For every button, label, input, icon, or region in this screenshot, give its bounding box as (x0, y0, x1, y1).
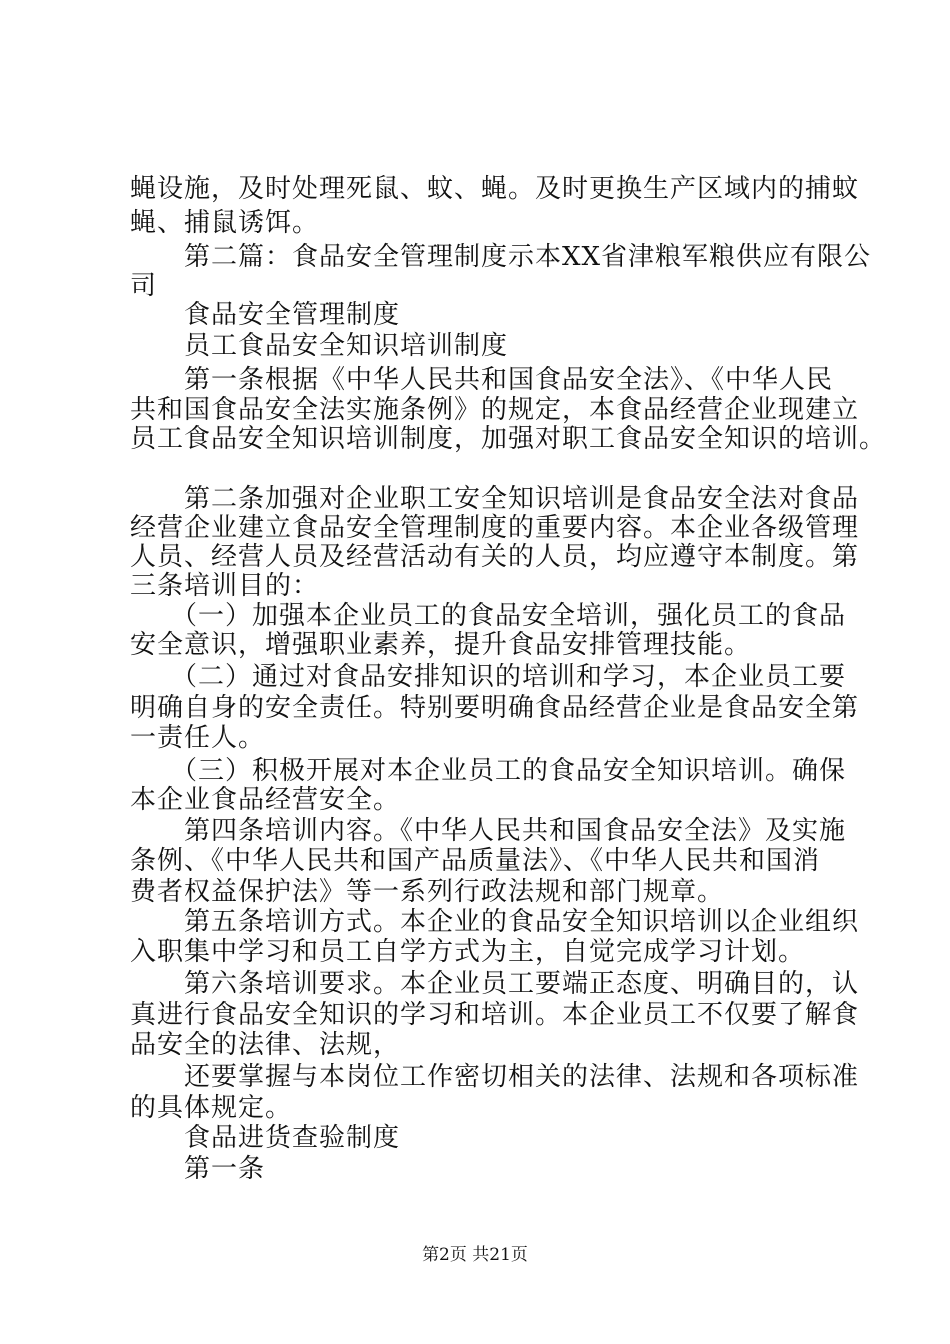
text-line: 的具体规定。 (130, 1093, 293, 1123)
text-line: 一责任人。 (130, 723, 266, 753)
text-line: （三）积极开展对本企业员工的食品安全知识培训。确保 (130, 756, 847, 786)
text-line: 司 (130, 271, 158, 301)
text-line: 费者权益保护法》等一系列行政法规和部门规章。 (130, 877, 725, 907)
text-line: 第一条根据《中华人民共和国食品安全法》、《中华人民 (130, 365, 834, 395)
text-line: 还要掌握与本岗位工作密切相关的法律、法规和各项标准 (130, 1062, 860, 1092)
text-line: 共和国食品安全法实施条例》的规定，本食品经营企业现建立 (130, 395, 860, 425)
text-line: 安全意识，增强职业素养，提升食品安排管理技能。 (130, 630, 752, 660)
text-line: 第五条培训方式。本企业的食品安全知识培训以企业组织 (130, 907, 860, 937)
text-line: 本企业食品经营安全。 (130, 785, 401, 815)
text-line: 第二篇：食品安全管理制度示本XX省津粮军粮供应有限公 (130, 242, 872, 272)
text-line: 明确自身的安全责任。特别要明确食品经营企业是食品安全第 (130, 693, 860, 723)
text-line: 蝇设施，及时处理死鼠、蚊、蝇。及时更换生产区域内的捕蚊 (130, 174, 860, 204)
text-line: 真进行食品安全知识的学习和培训。本企业员工不仅要了解食 (130, 1000, 860, 1030)
section-heading: 食品安全管理制度 (130, 300, 401, 330)
text-line: 品安全的法律、法规， (130, 1030, 401, 1060)
text-line: 三条培训目的： (130, 571, 320, 601)
page-number-footer: 第2页 共21页 (422, 1245, 528, 1265)
text-line: 第一条 (130, 1154, 266, 1184)
text-line: （二）通过对食品安排知识的培训和学习，本企业员工要 (130, 662, 847, 692)
text-line: 人员、经营人员及经营活动有关的人员，均应遵守本制度。第 (130, 542, 860, 572)
section-heading: 食品进货查验制度 (130, 1123, 401, 1153)
text-line: 经营企业建立食品安全管理制度的重要内容。本企业各级管理 (130, 513, 860, 543)
text-line: 员工食品安全知识培训制度，加强对职工食品安全知识的培训。 (130, 424, 887, 454)
text-line: 入职集中学习和员工自学方式为主，自觉完成学习计划。 (130, 937, 806, 967)
text-line: 条例、《中华人民共和国产品质量法》、《中华人民共和国消 (130, 846, 821, 876)
text-line: 蝇、捕鼠诱饵。 (130, 208, 320, 238)
text-line: 第六条培训要求。本企业员工要端正态度、明确目的，认 (130, 969, 860, 999)
text-line: （一）加强本企业员工的食品安全培训，强化员工的食品 (130, 601, 847, 631)
text-line: 第二条加强对企业职工安全知识培训是食品安全法对食品 (130, 484, 860, 514)
section-heading: 员工食品安全知识培训制度 (130, 331, 509, 361)
text-line: 第四条培训内容。《中华人民共和国食品安全法》及实施 (130, 816, 847, 846)
